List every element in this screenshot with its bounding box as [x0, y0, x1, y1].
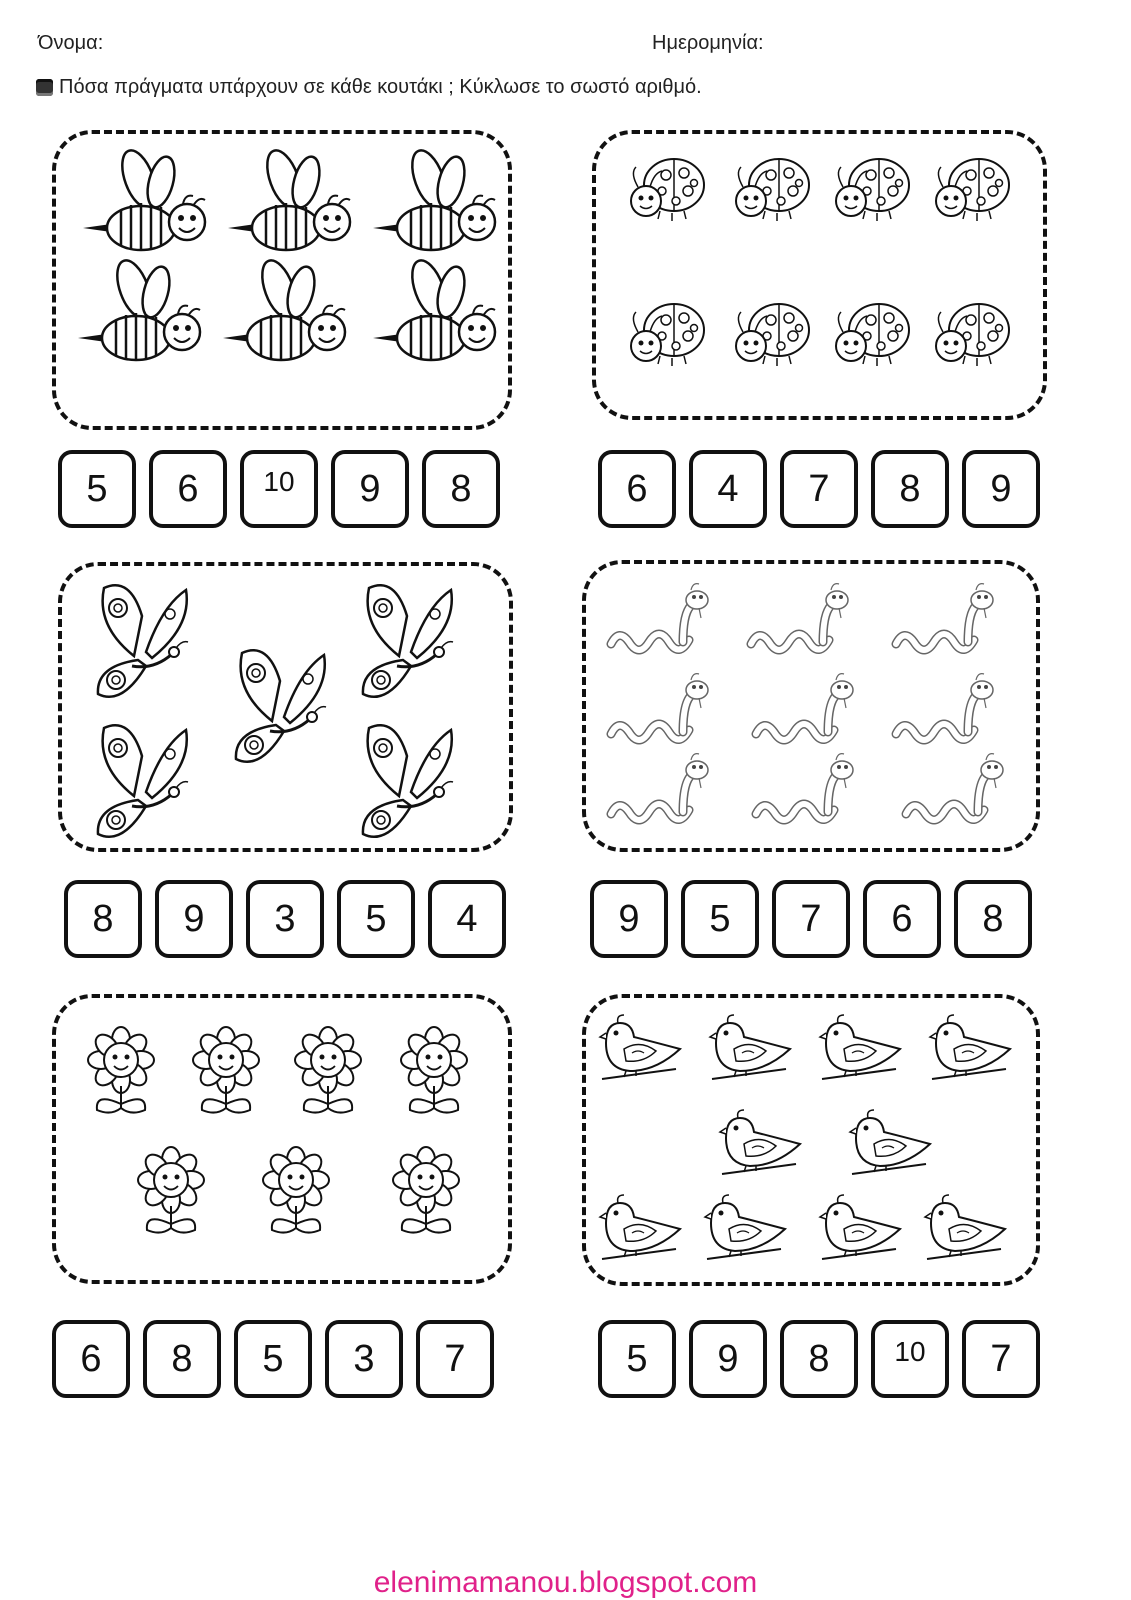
- option-box[interactable]: 9: [689, 1320, 767, 1398]
- panel-flowers: [52, 994, 512, 1284]
- instruction-text: Πόσα πράγματα υπάρχουν σε κάθε κουτάκι ; Κύκλωσε το σωστό αριθμό.: [59, 76, 702, 98]
- option-box[interactable]: 7: [780, 450, 858, 528]
- option-box[interactable]: 9: [331, 450, 409, 528]
- option-box[interactable]: 7: [772, 880, 850, 958]
- panel-ladybugs: [592, 130, 1047, 420]
- option-box[interactable]: 9: [155, 880, 233, 958]
- option-box[interactable]: 5: [598, 1320, 676, 1398]
- panel-birds: [582, 994, 1040, 1286]
- option-box[interactable]: 3: [325, 1320, 403, 1398]
- option-box[interactable]: 8: [143, 1320, 221, 1398]
- option-box[interactable]: 4: [689, 450, 767, 528]
- butterflies-illustration: [62, 566, 517, 856]
- bees-illustration: [56, 134, 516, 434]
- option-box[interactable]: 5: [337, 880, 415, 958]
- snakes-illustration: [586, 564, 1044, 856]
- birds-illustration: [586, 998, 1044, 1290]
- flowers-illustration: [56, 998, 516, 1288]
- option-box[interactable]: 8: [64, 880, 142, 958]
- bullet-icon: [36, 79, 53, 96]
- ladybugs-illustration: [596, 134, 1051, 424]
- footer-site: elenimamanou.blogspot.com: [373, 1566, 758, 1599]
- name-label: Όνομα:: [38, 32, 104, 54]
- instruction: [36, 76, 702, 99]
- option-box[interactable]: 6: [52, 1320, 130, 1398]
- option-box[interactable]: 8: [871, 450, 949, 528]
- date-label: Ημερομηνία:: [652, 32, 764, 54]
- option-box[interactable]: 9: [962, 450, 1040, 528]
- option-box[interactable]: 6: [149, 450, 227, 528]
- option-box[interactable]: 3: [246, 880, 324, 958]
- options-snakes: [590, 880, 1045, 958]
- option-box[interactable]: 8: [780, 1320, 858, 1398]
- option-box[interactable]: 4: [428, 880, 506, 958]
- option-box[interactable]: 8: [422, 450, 500, 528]
- options-butterflies: [64, 880, 519, 958]
- panel-butterflies: [58, 562, 513, 852]
- options-bees: [58, 450, 513, 528]
- options-flowers: [52, 1320, 507, 1398]
- option-box[interactable]: 10: [240, 450, 318, 528]
- option-box[interactable]: 5: [234, 1320, 312, 1398]
- option-box[interactable]: 10: [871, 1320, 949, 1398]
- option-box[interactable]: 6: [598, 450, 676, 528]
- option-box[interactable]: 5: [681, 880, 759, 958]
- option-box[interactable]: 8: [954, 880, 1032, 958]
- options-birds: [598, 1320, 1053, 1398]
- options-ladybugs: [598, 450, 1053, 528]
- panel-bees: [52, 130, 512, 430]
- option-box[interactable]: 6: [863, 880, 941, 958]
- option-box[interactable]: 5: [58, 450, 136, 528]
- option-box[interactable]: 7: [416, 1320, 494, 1398]
- panel-snakes: [582, 560, 1040, 852]
- option-box[interactable]: 7: [962, 1320, 1040, 1398]
- option-box[interactable]: 9: [590, 880, 668, 958]
